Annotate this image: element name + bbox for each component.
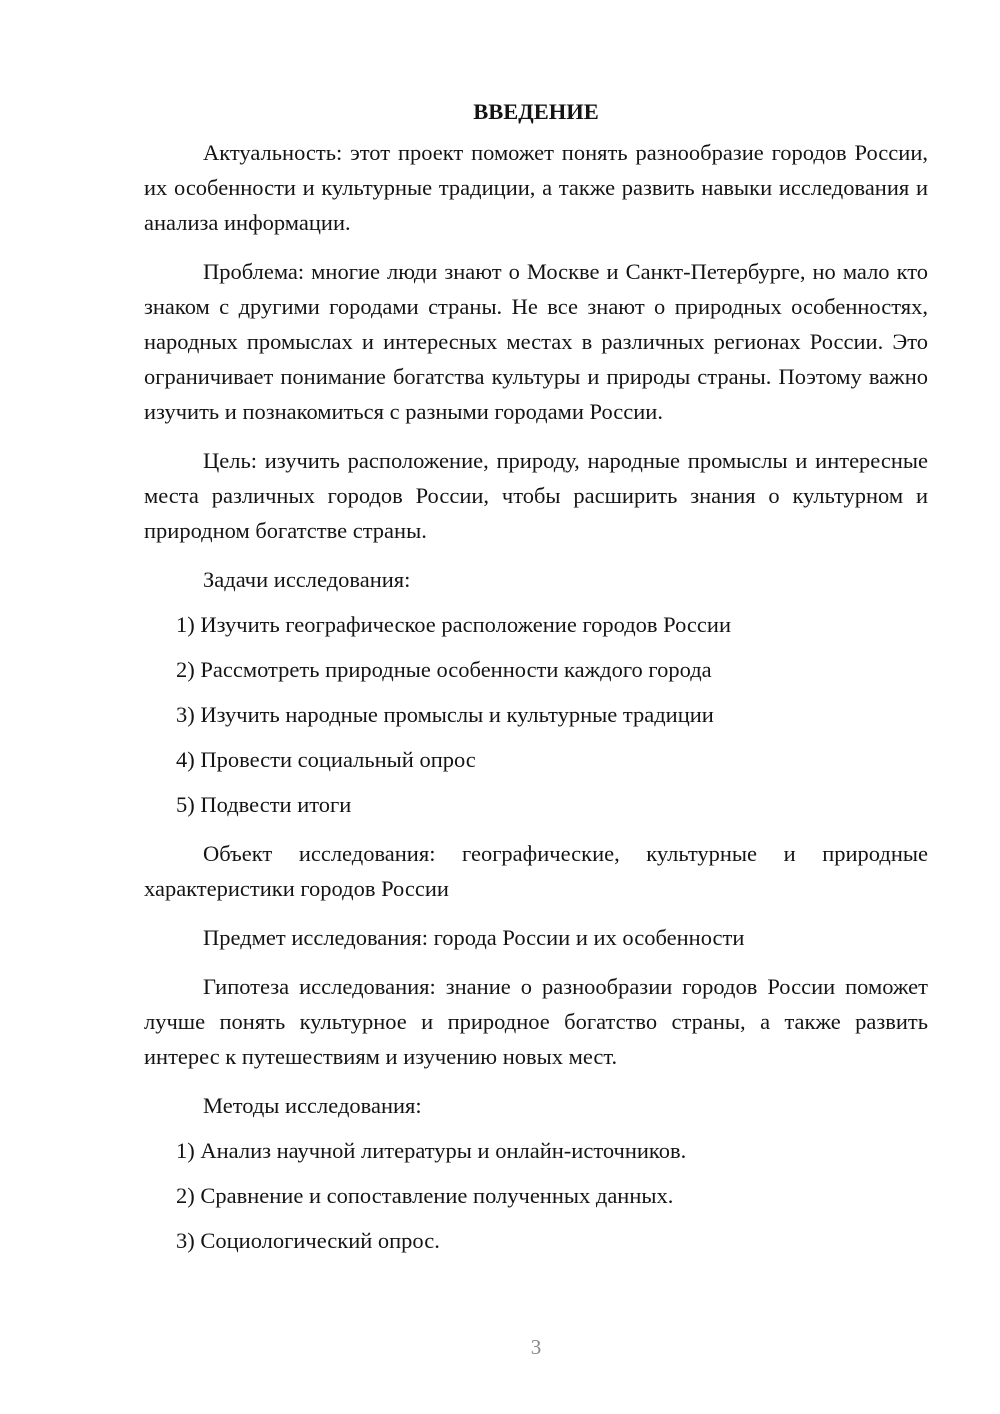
subject-paragraph: Предмет исследования: города России и их особенности <box>203 925 745 950</box>
page-number: 3 <box>530 1335 542 1359</box>
list-item: 5) Подвести итоги <box>176 792 352 817</box>
object-paragraph: Объект исследования: географические, культурные и природные характеристики городов России <box>144 841 928 901</box>
list-item: 2) Рассмотреть природные особенности каждого города <box>176 657 712 682</box>
section-title: ВВЕДЕНИЕ <box>473 99 599 124</box>
problem-paragraph: Проблема: многие люди знают о Москве и Санкт-Петербурге, но мало кто знаком с другими городами страны. Не все знают о природных особенностях, народных промыслах и интересных местах в различных регионах России. Это ограничивает понимание богатства культуры и природы страны. Поэтому важно изучить и познакомиться с разными городами России. <box>144 259 928 424</box>
tasks-list <box>144 607 928 822</box>
list-item: 3) Социологический опрос. <box>176 1228 440 1253</box>
tasks-heading: Задачи исследования: <box>203 567 411 592</box>
relevance-paragraph: Актуальность: этот проект поможет понять разнообразие городов России, их особенности и культурные традиции, а также развить навыки исследования и анализа информации. <box>144 140 928 235</box>
goal-paragraph: Цель: изучить расположение, природу, народные промыслы и интересные места различных городов России, чтобы расширить знания о культурном и природном богатстве страны. <box>144 448 928 543</box>
methods-heading: Методы исследования: <box>203 1093 422 1118</box>
hypothesis-paragraph: Гипотеза исследования: знание о разнообразии городов России поможет лучше понять культурное и природное богатство страны, а также развить интерес к путешествиям и изучению новых мест. <box>144 974 928 1069</box>
list-item: 2) Сравнение и сопоставление полученных данных. <box>176 1183 674 1208</box>
list-item: 1) Анализ научной литературы и онлайн-источников. <box>176 1138 687 1163</box>
methods-list <box>144 1133 928 1258</box>
list-item: 3) Изучить народные промыслы и культурные традиции <box>176 702 714 727</box>
list-item: 1) Изучить географическое расположение городов России <box>176 612 731 637</box>
page-content <box>144 96 928 1258</box>
list-item: 4) Провести социальный опрос <box>176 747 476 772</box>
